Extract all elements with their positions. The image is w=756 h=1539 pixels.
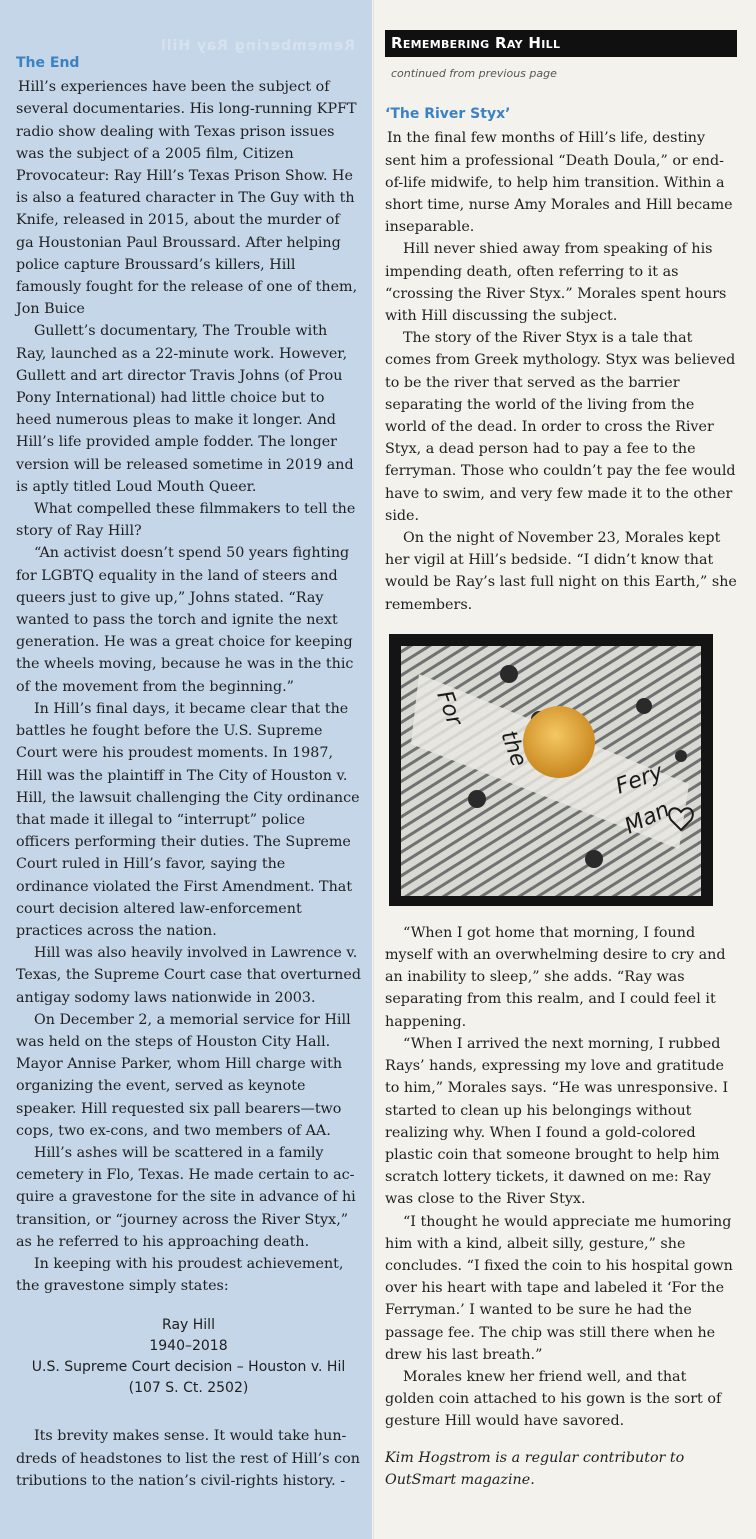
- epitaph-years: 1940–2018: [149, 1338, 228, 1355]
- epitaph-citation: (107 S. Ct. 2502): [128, 1380, 249, 1397]
- left-column: [16, 52, 361, 1492]
- label-word: For: [431, 687, 467, 729]
- closing-paragraph: Its brevity makes sense. It would take hundreds of headstones to list the rest of Hill’s con tributions to the nation’s civil-rights history. -: [16, 1428, 360, 1489]
- gravestone-epitaph: [16, 1315, 361, 1399]
- paragraph: In keeping with his proudest achievement, the gravestone simply states:: [16, 1255, 344, 1295]
- paragraph: “I thought he would appreciate me humoring him with a kind, albeit silly, gesture,” she concludes. “I fixed the coin to his hospital gown over his heart with tape and labeled it ‘For the Ferryman.’ I wanted to be sure he had the passage fee. The chip was still there when he drew his last breath.”: [385, 1213, 733, 1363]
- coin-photo: [389, 634, 713, 906]
- paragraph: On the night of November 23, Morales kept her vigil at Hill’s bedside. “I didn’t know that would be Ray’s last full night on this Earth,” she remembers.: [385, 530, 737, 613]
- section-title-river-styx: ‘The River Styx’: [385, 106, 511, 123]
- epitaph-name: Ray Hill: [162, 1317, 215, 1334]
- gold-coin: [523, 706, 595, 778]
- label-word: Fery: [612, 759, 667, 800]
- continued-note: continued from previous page: [391, 67, 557, 80]
- paragraph: The story of the River Styx is a tale that comes from Greek mythology. Styx was believed to be the river that served as the barrier separating the world of the living from the world of the dead. In order to cross the River Styx, a dead person had to pay a fee to the ferryman. Those who couldn’t pay the fee would have to swim, and very few made it to the other side.: [385, 330, 736, 524]
- coin-photo-illustration: [389, 634, 713, 906]
- paragraph: Hill was also heavily involved in Lawrence v. Texas, the Supreme Court case that overturned antigay sodomy laws nationwide in 2003.: [16, 945, 361, 1006]
- right-column: [385, 30, 737, 1491]
- paragraph: “An activist doesn’t spend 50 years fighting for LGBTQ equality in the land of steers and queers just to give up,” Johns stated. “Ray wanted to pass the torch and ignite the next generation. He was a great choice for keeping the wheels moving, because he was in the thic of the movement from the beginning.”: [16, 545, 354, 695]
- paragraph: Gullett’s documentary, The Trouble with Ray, launched as a 22-minute work. However, Gullett and art director Travis Johns (of Prou Pony International) had little choice but to heed numerous pleas to make it longer. And Hill’s life provided ample fodder. The longer version will be released sometime in 2019 and is aptly titled Loud Mouth Queer.: [16, 323, 354, 495]
- label-word: the: [495, 727, 532, 770]
- epitaph-decision: U.S. Supreme Court decision – Houston v. Hil: [31, 1359, 346, 1376]
- paragraph: Morales knew her friend well, and that golden coin attached to his gown is the sort of gesture Hill would have savored.: [385, 1368, 722, 1430]
- paragraph: “When I got home that morning, I found myself with an overwhelming desire to cry and an inability to sleep,” she adds. “Ray was separating from this realm, and I could feel it happening.: [385, 924, 726, 1030]
- author-byline: Kim Hogstrom is a regular contributor to OutSmart magazine.: [385, 1449, 685, 1488]
- paragraph: Hill’s ashes will be scattered in a family cemetery in Flo, Texas. He made certain to acquire a gravestone for the site in advance of hi transition, or “journey across the River Styx,” as he referred to his approaching death.: [16, 1144, 356, 1250]
- label-word: Man: [620, 797, 674, 840]
- paragraph: Hill never shied away from speaking of his impending death, often referring to it as “crossing the River Styx.” Morales spent hours with Hill discussing the subject.: [385, 241, 727, 325]
- paragraph: What compelled these filmmakers to tell the story of Ray Hill?: [16, 501, 356, 540]
- paragraph: On December 2, a memorial service for Hill was held on the steps of Houston City Hall. Mayor Annise Parker, whom Hill charge with organizing the event, served as keynote speaker. Hill requested six pall bearers—two cops, two ex-cons, and two members of AA.: [16, 1011, 351, 1139]
- paragraph: In the final few months of Hill’s life, destiny sent him a professional “Death Doula,” or end-of-life midwife, to help him transition. Within a short time, nurse Amy Morales and Hill became inseparable.: [385, 130, 733, 236]
- paragraph: “When I arrived the next morning, I rubbed Rays’ hands, expressing my love and gratitude to him,” Morales says. “He was unresponsive. I started to clean up his belongings without realizing why. When I found a gold-colored plastic coin that someone brought to help him scratch lottery tickets, it dawned on me: Ray was close to the River Styx.: [385, 1035, 729, 1208]
- article-banner: Remembering Ray Hill: [385, 30, 737, 57]
- bleed-through-text: Remembering Ray Hill: [160, 38, 355, 54]
- section-title-the-end: The End: [16, 55, 80, 71]
- column-divider: [373, 0, 374, 1539]
- paragraph: In Hill’s final days, it became clear that the battles he fought before the U.S. Supreme Court were his proudest moments. In 1987, Hill was the plaintiff in The City of Houston v. Hill, the lawsuit challenging the City ordinance that made it illegal to “interrupt” police officers performing their duties. The Supreme Court ruled in Hill’s favor, saying the ordinance violated the First Amendment. That court decision altered law-enforcement practices across the nation.: [16, 700, 360, 939]
- paragraph: Hill’s experiences have been the subject of several documentaries. His long-running KPFT radio show dealing with Texas prison issues was the subject of a 2005 film, Citizen Provocateur: Ray Hill’s Texas Prison Show. He is also a featured character in The Guy with th Knife, released in 2015, about the murder of ga Houstonian Paul Broussard. After helping police capture Broussard’s killers, Hill famously fought for the release of one of them, Jon Buice: [16, 79, 358, 318]
